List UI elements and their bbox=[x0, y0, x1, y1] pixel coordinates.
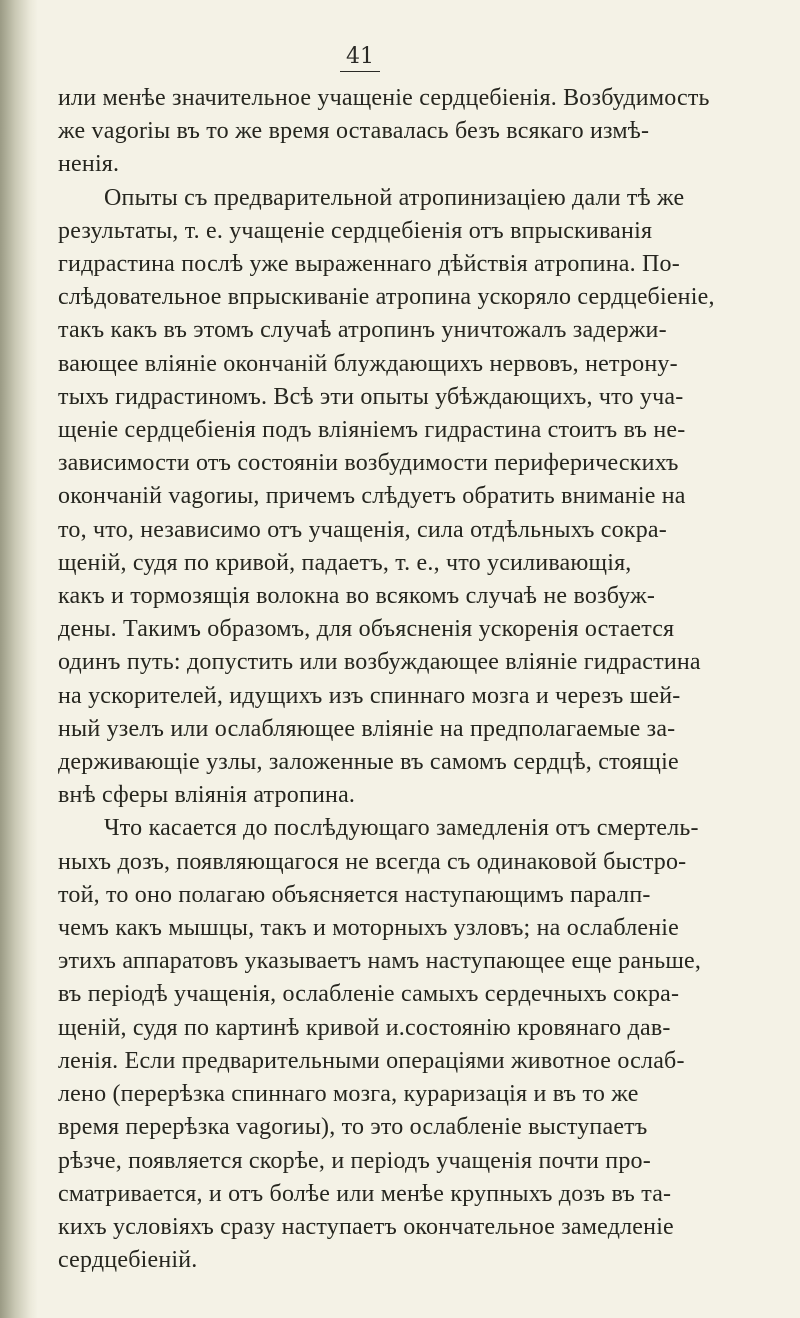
text-line: кихъ условіяхъ сразу наступаетъ окончательное замедленіе bbox=[58, 1213, 674, 1240]
text-line: зависимости отъ состояніи возбудимости периферическихъ bbox=[58, 450, 679, 477]
text-line: внѣ сферы вліянія атропина. bbox=[58, 782, 356, 809]
text-line: ненія. bbox=[58, 151, 120, 178]
text-line: окончаній vagorиы, причемъ слѣдуетъ обратить вниманіе на bbox=[58, 483, 686, 510]
text-line: такъ какъ въ этомъ случаѣ атропинъ уничтожалъ задержи- bbox=[58, 317, 667, 344]
paragraph-start-line: Опыты съ предварительной атропинизаціею дали тѣ же bbox=[104, 184, 685, 211]
text-line: какъ и тормозящія волокна во всякомъ случаѣ не возбуж- bbox=[58, 583, 656, 610]
text-line: то, что, независимо отъ учащенія, сила отдѣльныхъ сокра- bbox=[58, 516, 667, 543]
text-line: тыхъ гидрастиномъ. Всѣ эти опыты убѣждающихъ, что уча- bbox=[58, 383, 684, 410]
text-line: щеній, судя по кривой, падаетъ, т. е., что усиливающія, bbox=[58, 549, 632, 576]
text-line: ныхъ дозъ, появляющагося не всегда съ одинаковой быстро- bbox=[58, 848, 687, 875]
text-line: этихъ аппаратовъ указываетъ намъ наступающее еще раньше, bbox=[58, 948, 702, 975]
text-line: сматривается, и отъ болѣе или менѣе крупныхъ дозъ въ та- bbox=[58, 1180, 672, 1207]
text-line: той, то оно полагаю объясняется наступающимъ паралп- bbox=[58, 881, 651, 908]
text-line: въ періодѣ учащенія, ослабленіе самыхъ сердечныхъ сокра- bbox=[58, 981, 680, 1008]
text-line: результаты, т. е. учащеніе сердцебіенія отъ впрыскиванія bbox=[58, 217, 653, 244]
text-line: или менѣе значительное учащеніе сердцебіенія. Возбудимость bbox=[58, 85, 710, 111]
text-line: держивающіе узлы, заложенные въ самомъ сердцѣ, стоящіе bbox=[58, 749, 679, 776]
page-number: 41 bbox=[340, 44, 380, 72]
text-line: время перерѣзка vagorиы), то это ослабленіе выступаетъ bbox=[58, 1114, 648, 1141]
text-line: же vagoriы въ то же время оставалась безъ всякаго измѣ- bbox=[58, 118, 650, 145]
text-line: слѣдовательное впрыскиваніе атропина ускоряло сердцебіеніе, bbox=[58, 284, 715, 311]
text-line: гидрастина послѣ уже выраженнаго дѣйствія атропина. По- bbox=[58, 251, 680, 278]
text-line: рѣзче, появляется скорѣе, и періодъ учащенія почти про- bbox=[58, 1147, 651, 1174]
text-line: дены. Такимъ образомъ, для объясненія ускоренія остается bbox=[58, 616, 675, 643]
book-spine-shadow bbox=[0, 0, 38, 1318]
text-line: щеніе сердцебіенія подъ вліяніемъ гидрастина стоитъ въ не- bbox=[58, 417, 686, 444]
paragraph-start-line: Что касается до послѣдующаго замедленія отъ смертель- bbox=[104, 815, 699, 842]
text-line: ленія. Если предварительными операціями животное ослаб- bbox=[58, 1047, 685, 1074]
text-line: сердцебіеній. bbox=[58, 1247, 198, 1274]
text-line: чемъ какъ мышцы, такъ и моторныхъ узловъ; на ослабленіе bbox=[58, 915, 680, 942]
page-body bbox=[58, 82, 768, 1277]
text-line: щеній, судя по картинѣ кривой и.состоянію кровянаго дав- bbox=[58, 1014, 671, 1041]
text-line: вающее вліяніе окончаній блуждающихъ нервовъ, нетрону- bbox=[58, 350, 678, 377]
text-line: лено (перерѣзка спиннаго мозга, кураризація и въ то же bbox=[58, 1081, 639, 1108]
text-line: одинъ путь: допустить или возбуждающее вліяніе гидрастина bbox=[58, 649, 701, 676]
text-line: ный узелъ или ослабляющее вліяніе на предполагаемые за- bbox=[58, 715, 676, 742]
text-line: на ускорителей, идущихъ изъ спиннаго мозга и черезъ шей- bbox=[58, 682, 681, 709]
